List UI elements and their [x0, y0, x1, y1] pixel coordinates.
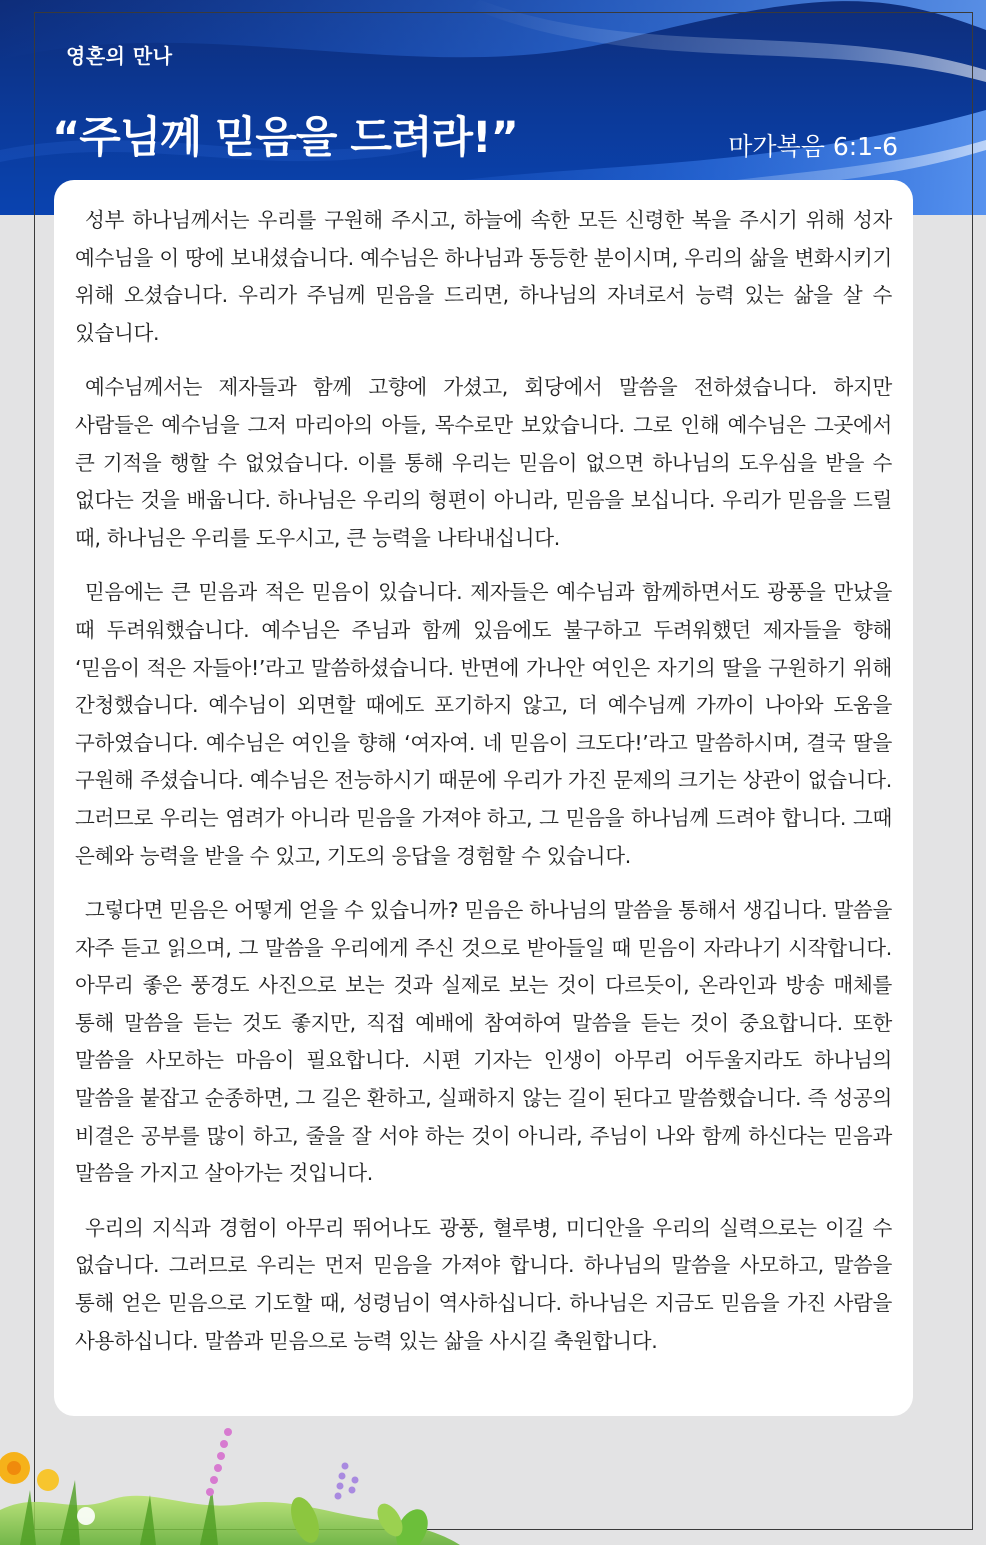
paragraph: 우리의 지식과 경험이 아무리 뛰어나도 광풍, 혈루병, 미디안을 우리의 실력으로는 이길 수 없습니다. 그러므로 우리는 먼저 믿음을 가져야 합니다. 하나님의 말씀을 사모하고, 말씀을 통해 얻은 믿음으로 기도할 때, 성령님이 역사하십니다. 하나님은 지금도 믿음을 가진 사람을 사용하십니다. 말씀과 믿음으로 능력 있는 삶을 사시길 축원합니다.: [75, 1215, 892, 1353]
scripture-reference: 마가복음 6:1-6: [728, 132, 898, 161]
section-label: 영혼의 만나: [66, 44, 173, 68]
paragraph: 예수님께서는 제자들과 함께 고향에 가셨고, 회당에서 말씀을 전하셨습니다. 하지만 사람들은 예수님을 그저 마리아의 아들, 목수로만 보았습니다. 그로 인해 예수님은 그곳에서 큰 기적을 행할 수 없었습니다. 이를 통해 우리는 믿음이 없으면 하나님의 도우심을 받을 수 없다는 것을 배웁니다. 하나님은 우리의 형편이 아니라, 믿음을 보십니다. 우리가 믿음을 드릴 때, 하나님은 우리를 도우시고, 큰 능력을 나타내십니다.: [75, 375, 892, 550]
paragraph: 믿음에는 큰 믿음과 적은 믿음이 있습니다. 제자들은 예수님과 함께하면서도 광풍을 만났을 때 두려워했습니다. 예수님은 주님과 함께 있음에도 불구하고 두려워했던 제자들을 향해 ‘믿음이 적은 자들아!’라고 말씀하셨습니다. 반면에 가나안 여인은 자기의 딸을 구원하기 위해 간청했습니다. 예수님이 외면할 때에도 포기하지 않고, 더 예수님께 가까이 나아와 도움을 구하였습니다. 예수님은 여인을 향해 ‘여자여. 네 믿음이 크도다!’라고 말씀하시며, 결국 딸을 구원해 주셨습니다. 예수님은 전능하시기 때문에 우리가 가진 문제의 크기는 상관이 없습니다. 그러므로 우리는 염려가 아니라 믿음을 가져야 하고, 그 믿음을 하나님께 드려야 합니다. 그때 은혜와 능력을 받을 수 있고, 기도의 응답을 경험할 수 있습니다.: [75, 580, 892, 868]
paragraph: 성부 하나님께서는 우리를 구원해 주시고, 하늘에 속한 모든 신령한 복을 주시기 위해 성자 예수님을 이 땅에 보내셨습니다. 예수님은 하나님과 동등한 분이시며, 우리의 삶을 변화시키기 위해 오셨습니다. 우리가 주님께 믿음을 드리면, 하나님의 자녀로서 능력 있는 삶을 살 수 있습니다.: [75, 208, 892, 345]
paragraph: 그렇다면 믿음은 어떻게 얻을 수 있습니까? 믿음은 하나님의 말씀을 통해서 생깁니다. 말씀을 자주 듣고 읽으며, 그 말씀을 우리에게 주신 것으로 받아들일 때 믿음이 자라나기 시작합니다. 아무리 좋은 풍경도 사진으로 보는 것과 실제로 보는 것이 다르듯이, 온라인과 방송 매체를 통해 말씀을 듣는 것도 좋지만, 직접 예배에 참여하여 말씀을 듣는 것이 중요합니다. 또한 말씀을 사모하는 마음이 필요합니다. 시편 기자는 인생이 아무리 어두울지라도 하나님의 말씀을 붙잡고 순종하면, 그 길은 환하고, 실패하지 않는 길이 된다고 말씀했습니다. 즉 성공의 비결은 공부를 많이 하고, 줄을 잘 서야 하는 것이 아니라, 주님이 나와 함께 하신다는 믿음과 말씀을 가지고 살아가는 것입니다.: [75, 898, 892, 1186]
page-title: “주님께 믿음을 드려라!”: [52, 113, 518, 163]
sermon-card: [54, 180, 913, 1416]
flower-decoration: [0, 1420, 460, 1545]
